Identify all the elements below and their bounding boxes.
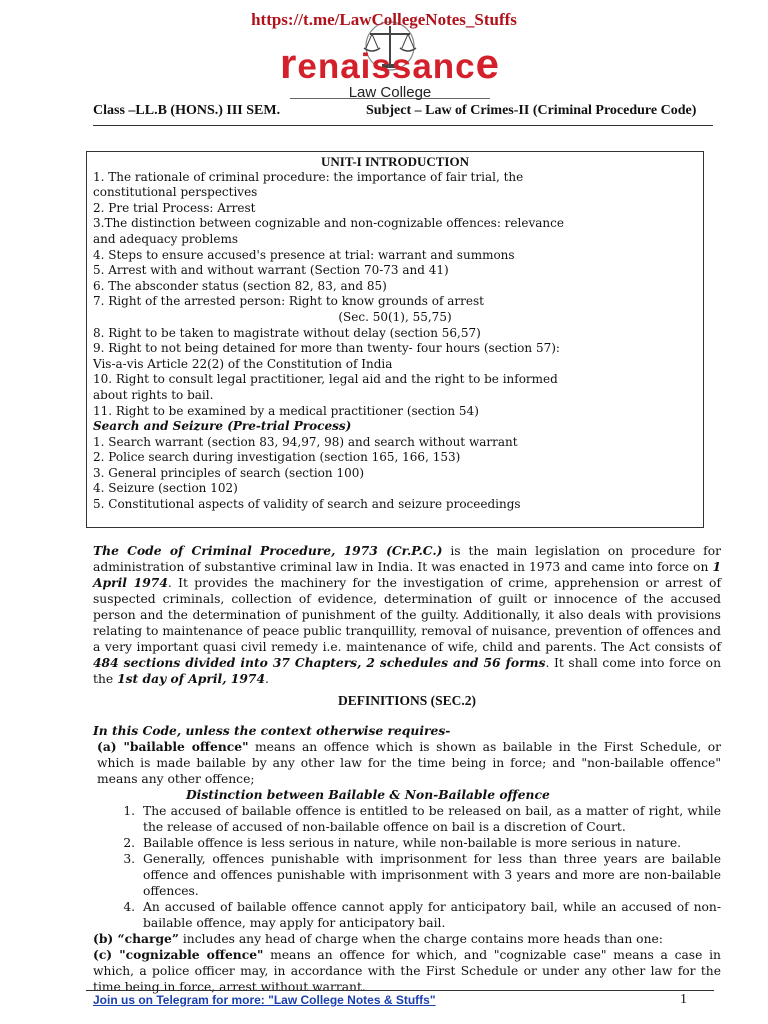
distinction-item: 2. Bailable offence is less serious in nature, while non-bailable is more serious in nature. [139,835,721,851]
distinction-item: 3. Generally, offences punishable with imprisonment for less than three years are bailable offence and offences punishable with imprisonment with 3 years and more are non-bailable offences. [139,851,721,899]
definition-a-label: (a) "bailable offence" [97,739,249,754]
force-date: 1st day of April, 1974 [117,671,266,686]
footer-telegram-link[interactable]: Join us on Telegram for more: "Law College Notes & Stuffs" [93,993,436,1007]
definitions-heading: DEFINITIONS (SEC.2) [337,693,477,708]
code-name: The Code of Criminal Procedure, 1973 (Cr.P.C.) [93,543,443,558]
intro-text: is the main legislation on procedure for administration of substantive criminal law in India. It was enacted in 1973 and came into force on [93,544,722,574]
main-content [93,543,721,995]
intro-paragraph [93,543,721,687]
brand-subtitle: Law College [348,84,432,101]
syllabus-line: Vis-a-vis Article 22(2) of the Constitution of India [93,356,393,371]
definition-c-text: means an offence for which, and "cognizable case" means a case in which, a police officer may, in accordance with the First Schedule or under any other law for the time being in force, arrest without warrant. [93,948,721,994]
brand-wordmark [230,40,550,87]
definition-b-text: includes any head of charge when the charge contains more heads than one: [178,932,663,946]
definition-c [93,947,721,995]
definition-b [93,931,721,947]
syllabus-line: 2. Pre trial Process: Arrest [93,200,256,215]
search-line: 3. General principles of search (section 100) [93,465,365,480]
definition-c-label: (c) "cognizable offence" [93,947,264,962]
search-line: 4. Seizure (section 102) [93,481,238,496]
context-text: In this Code, unless the context otherwise requires- [93,723,451,738]
distinction-item: 4. An accused of bailable offence cannot apply for anticipatory bail, while an accused of non-bailable offence, may apply for anticipatory bail. [139,899,721,931]
distinction-list [93,803,721,931]
syllabus-line: constitutional perspectives [93,185,258,200]
search-line: 2. Police search during investigation (section 165, 166, 153) [93,450,461,465]
definition-a-text: means an offence which is shown as bailable in the First Schedule, or which is made bailable by any other law for the time being in force; and "non-bailable offence" means any other offence; [97,740,721,786]
search-line: 1. Search warrant (section 83, 94,97, 98) and search without warrant [93,434,518,449]
context-line [93,723,721,739]
intro-text: . It provides the machinery for the investigation of crime, apprehension or arrest of suspected criminals, collection of evidence, determination of guilt or innocence of the accused person and the determination of punishment of the guilty. Additionally, it also deals with provisions relating to maintenance of peace public tranquillity, removal of nuisance, prevention of offences and a very important quasi civil remedy i.e. maintenance of wife, child and parents. The Act consists of [93,576,721,654]
syllabus-line: 7. Right of the arrested person: Right to know grounds of arrest [93,294,484,309]
syllabus-line: 6. The absconder status (section 82, 83, and 85) [93,278,387,293]
brand-middle: enaissanc [297,47,476,86]
intro-text: . It shall come into force on the [93,656,721,686]
search-seizure-heading: Search and Seizure (Pre-trial Process) [93,419,352,434]
brand-first-letter: r [280,40,298,87]
footer-divider [86,990,714,991]
syllabus-line: 11. Right to be examined by a medical practitioner (section 54) [93,403,479,418]
unit-title: UNIT-I INTRODUCTION [321,154,469,169]
syllabus-line: and adequacy problems [93,231,238,246]
definition-a [93,739,721,787]
sections-count: 484 sections divided into 37 Chapters, 2 schedules and 56 forms [93,655,546,670]
definition-b-label: (b) “charge” [93,931,179,946]
syllabus-line: 4. Steps to ensure accused's presence at trial: warrant and summons [93,247,515,262]
brand-last-letter: e [475,40,500,87]
syllabus-box [86,151,704,528]
syllabus-line: about rights to bail. [93,387,214,402]
syllabus-line: 1. The rationale of criminal procedure: the importance of fair trial, the [93,169,524,184]
commencement-date: 1 April 1974 [93,559,721,590]
intro-text: . [265,672,269,686]
page-number: 1 [680,992,687,1007]
class-info: Class –LL.B (HONS.) III SEM. [93,103,281,118]
search-line: 5. Constitutional aspects of validity of search and seizure proceedings [93,497,521,512]
telegram-link[interactable]: https://t.me/LawCollegeNotes_Stuffs [251,10,517,29]
syllabus-line: 5. Arrest with and without warrant (Section 70-73 and 41) [93,263,449,278]
syllabus-line: 8. Right to be taken to magistrate without delay (section 56,57) [93,325,481,340]
college-logo [230,20,550,100]
syllabus-line: 3.The distinction between cognizable and non-cognizable offences: relevance [93,216,564,231]
header-divider [93,125,713,126]
distinction-item: 1. The accused of bailable offence is entitled to be released on bail, as a matter of right, while the release of accused of non-bailable offence on bail is a discretion of Court. [139,803,721,835]
distinction-heading: Distinction between Bailable & Non-Bailable offence [186,787,550,802]
subject-info: Subject – Law of Crimes-II (Criminal Procedure Code) [366,103,697,118]
syllabus-line: 9. Right to not being detained for more than twenty- four hours (section 57): [93,341,560,356]
syllabus-line: 10. Right to consult legal practitioner, legal aid and the right to be informed [93,372,558,387]
syllabus-line: (Sec. 50(1), 55,75) [338,309,452,324]
